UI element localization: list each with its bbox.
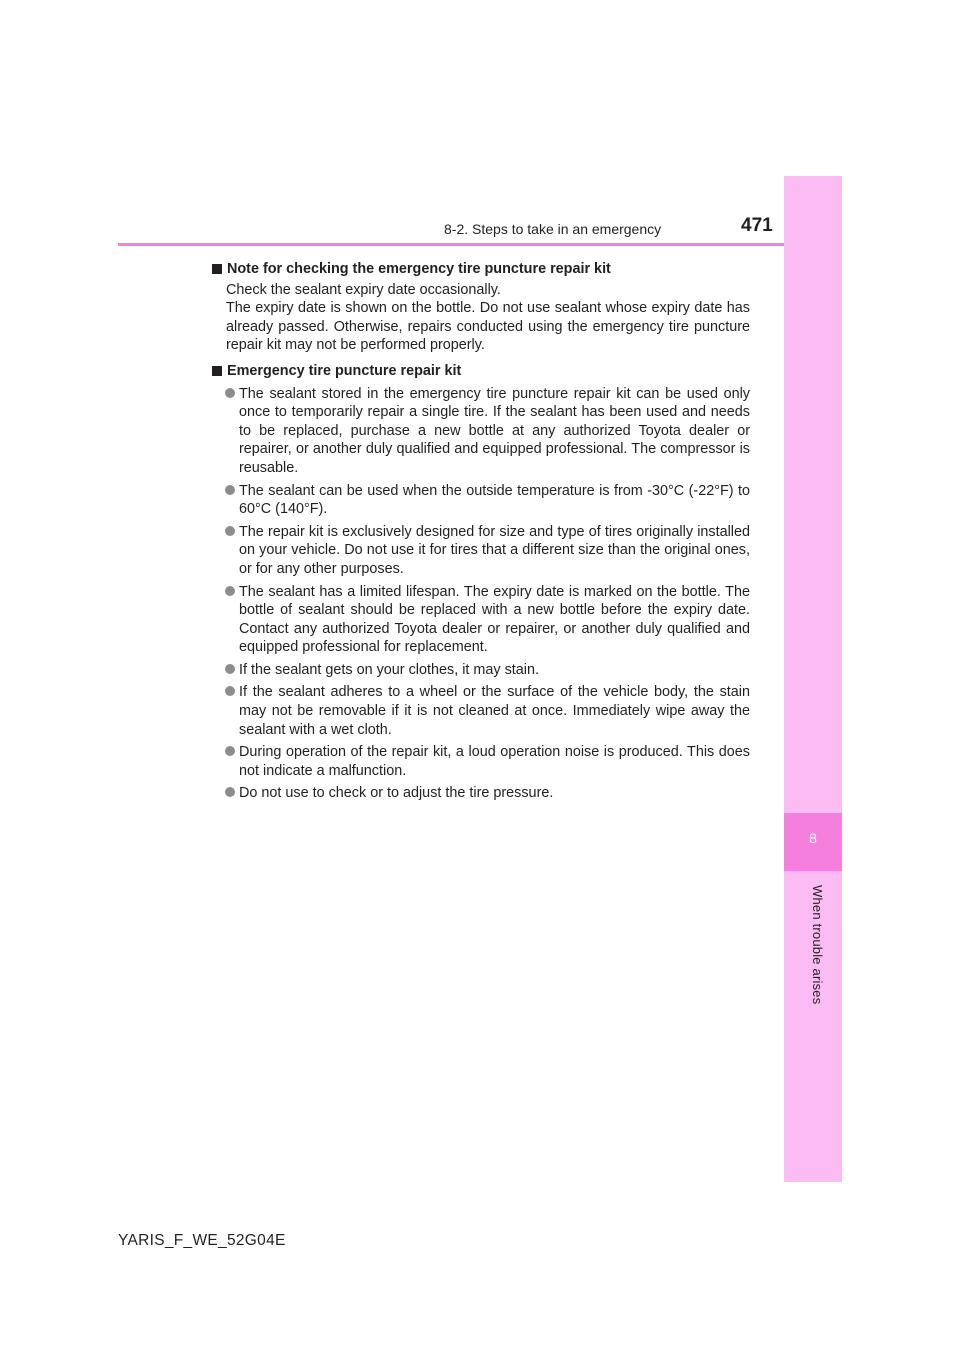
page-content [212,254,750,803]
circle-bullet-icon [225,664,235,674]
list-item [212,385,750,478]
list-item [212,583,750,657]
chapter-sidebar [784,176,842,1182]
section-title: 8-2. Steps to take in an emergency [444,221,662,237]
circle-bullet-icon [225,485,235,495]
section-heading [212,260,750,279]
heading-text: Note for checking the emergency tire puncture repair kit [227,261,611,277]
list-item [212,743,750,780]
paragraph: Check the sealant expiry date occasionally. [226,281,501,298]
circle-bullet-icon [225,526,235,536]
chapter-title: When trouble arises [810,885,825,1005]
circle-bullet-icon [225,388,235,398]
square-bullet-icon [212,264,222,274]
list-item-text: The sealant stored in the emergency tire puncture repair kit can be used only once to temporarily repair a single tire. If the sealant has been used and needs to be replaced, purchase a new bottle at any authorized Toyota dealer or repairer, or another duly qualified and equipped professional. The compressor is reusable. [239,385,750,476]
chapter-number: 8 [809,830,817,846]
list-item-text: The sealant has a limited lifespan. The expiry date is marked on the bottle. The bottle of sealant should be replaced with a new bottle before the expiry date. Contact any authorized Toyota dealer or repairer, or another duly qualified and equipped professional for replacement. [239,583,750,656]
square-bullet-icon [212,366,222,376]
header-divider [118,243,784,246]
section-heading [212,362,750,381]
page-number: 471 [741,215,773,236]
list-item-text: If the sealant gets on your clothes, it may stain. [239,661,539,678]
list-item-text: During operation of the repair kit, a loud operation noise is produced. This does not indicate a malfunction. [239,744,750,779]
circle-bullet-icon [225,586,235,596]
list-item-text: The sealant can be used when the outside temperature is from -30°C (-22°F) to 60°C (140°F). [239,482,750,518]
list-item [212,683,750,739]
paragraph: The expiry date is shown on the bottle. Do not use sealant whose expiry date has already passed. Otherwise, repairs conducted using the emergency tire puncture repair kit may not be performed properly. [226,300,750,354]
document-code: YARIS_F_WE_52G04E [118,1232,286,1249]
heading-text: Emergency tire puncture repair kit [227,362,462,379]
list-item [212,784,750,803]
circle-bullet-icon [225,746,235,756]
list-item [212,661,750,680]
circle-bullet-icon [225,787,235,797]
list-item-text: The repair kit is exclusively designed for size and type of tires originally installed on your vehicle. Do not use it for tires that a different size than the original ones, or for any other purposes. [239,523,750,577]
list-item [212,482,750,519]
list-item-text: Do not use to check or to adjust the tire pressure. [239,785,554,802]
list-item-text: If the sealant adheres to a wheel or the surface of the vehicle body, the stain may not be removable if it is not cleaned at once. Immediately wipe away the sealant with a wet cloth. [239,684,750,738]
paragraph-block [212,281,750,355]
circle-bullet-icon [225,686,235,696]
chapter-tab[interactable] [784,813,842,871]
list-item [212,523,750,579]
